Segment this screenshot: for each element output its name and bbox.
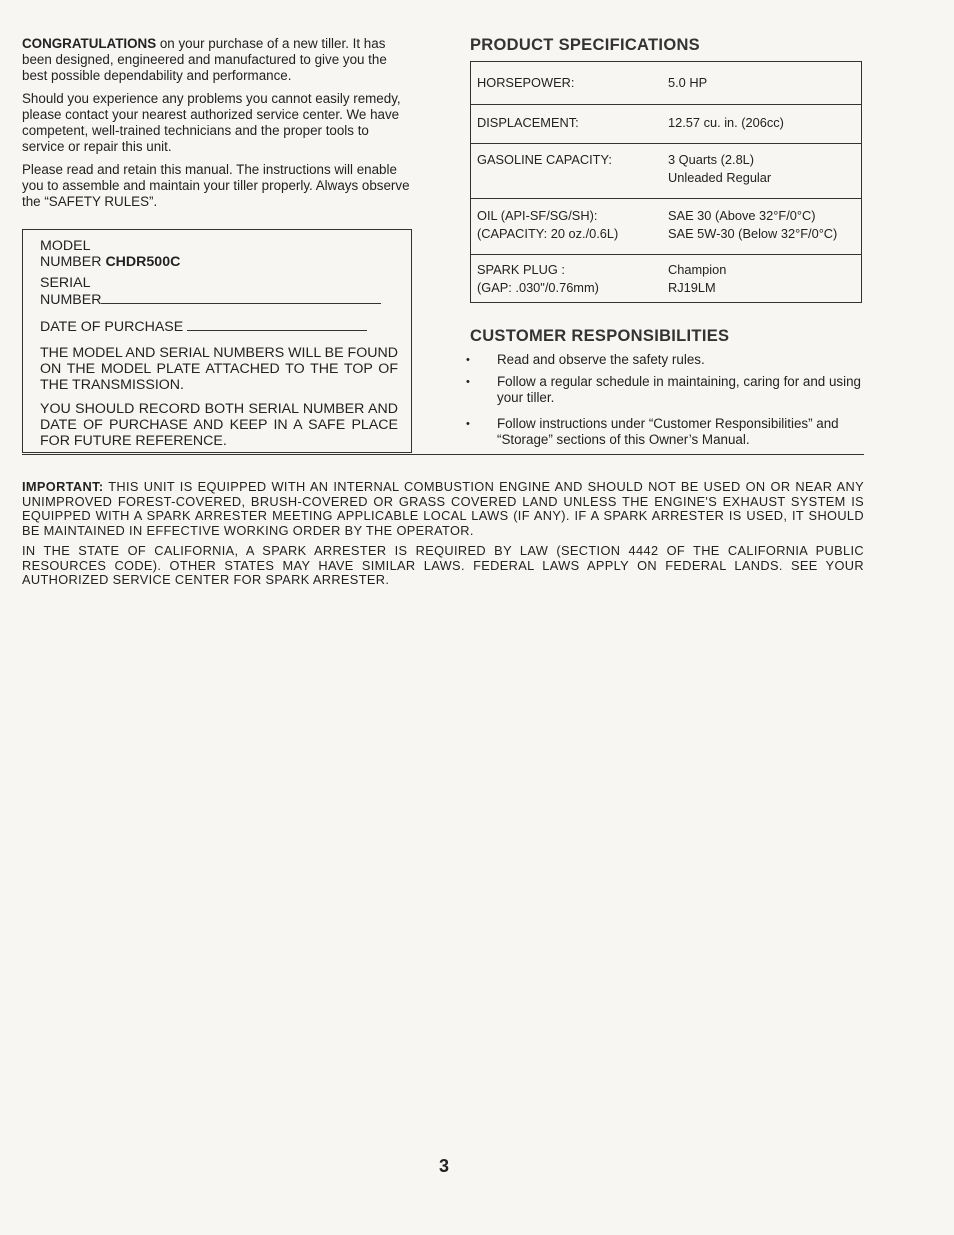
spec-row	[471, 255, 861, 302]
list-item-text: Follow a regular schedule in maintaining, caring for and using your tiller.	[497, 374, 861, 405]
serial-number-row	[40, 291, 398, 308]
bullet-icon: •	[466, 376, 470, 388]
intro-retain: Please read and retain this manual. The instructions will enable you to assemble and maintain your tiller properly. Always observe the “SAFETY RULES”.	[22, 162, 410, 209]
california-paragraph: IN THE STATE OF CALIFORNIA, A SPARK ARRESTER IS REQUIRED BY LAW (SECTION 4442 OF THE CALIFORNIA PUBLIC RESOURCES CODE). OTHER STATES MAY HAVE SIMILAR LAWS. FEDERAL LAWS APPLY ON FEDERAL LANDS. SEE YOUR AUTHORIZED SERVICE CENTER FOR SPARK ARRESTER.	[22, 543, 864, 587]
serial-number-blank[interactable]	[101, 291, 381, 304]
responsibilities-list	[466, 352, 866, 454]
date-label: DATE OF PURCHASE	[40, 319, 184, 335]
serial-number-label: NUMBER	[40, 292, 102, 308]
specs-table	[470, 61, 862, 303]
list-item-text: Follow instructions under “Customer Responsibilities” and “Storage” sections of this Owner’s Manual.	[497, 416, 839, 447]
spec-row	[471, 144, 861, 199]
spec-row	[471, 199, 861, 255]
intro-service: Should you experience any problems you cannot easily remedy, please contact your nearest authorized service center. We have competent, well-trained technicians and the proper tools to service or repair this unit.	[22, 91, 401, 154]
spec-label: SPARK PLUG :	[477, 262, 565, 277]
spec-value: 12.57 cu. in. (206cc)	[668, 115, 784, 130]
intro-text	[22, 36, 414, 217]
bullet-icon: •	[466, 418, 470, 430]
specs-heading: PRODUCT SPECIFICATIONS	[470, 36, 700, 54]
spec-label: GASOLINE CAPACITY:	[477, 152, 612, 167]
date-blank[interactable]	[187, 318, 367, 331]
list-item	[466, 352, 866, 368]
spec-label: OIL (API-SF/SG/SH):	[477, 208, 598, 223]
spec-label-secondary: (GAP: .030"/0.76mm)	[477, 280, 599, 295]
model-number-row	[40, 254, 398, 270]
spec-row	[471, 105, 861, 144]
model-note-record: YOU SHOULD RECORD BOTH SERIAL NUMBER AND DATE OF PURCHASE AND KEEP IN A SAFE PLACE FOR FUTURE REFERENCE.	[40, 401, 398, 449]
spec-label: HORSEPOWER:	[477, 75, 575, 90]
spec-value: Champion	[668, 262, 727, 277]
spec-value-secondary: RJ19LM	[668, 280, 716, 295]
spec-label-secondary: (CAPACITY: 20 oz./0.6L)	[477, 226, 619, 241]
important-lead: IMPORTANT:	[22, 479, 104, 494]
section-divider	[22, 454, 864, 455]
spec-label: DISPLACEMENT:	[477, 115, 579, 130]
list-item-text: Read and observe the safety rules.	[497, 352, 705, 367]
spec-row	[471, 62, 861, 105]
congrats-rest: on your purchase of a new tiller. It has been designed, engineered and manufactured to give you the best possible dependability and performance.	[22, 36, 387, 83]
model-note-location: THE MODEL AND SERIAL NUMBERS WILL BE FOUND ON THE MODEL PLATE ATTACHED TO THE TOP OF THE TRANSMISSION.	[40, 345, 398, 393]
spec-value: 3 Quarts (2.8L)	[668, 152, 755, 167]
page-number: 3	[438, 1156, 449, 1176]
spec-value: 5.0 HP	[668, 75, 708, 90]
spec-value-secondary: SAE 5W-30 (Below 32°F/0°C)	[668, 226, 838, 241]
important-notice	[22, 480, 864, 594]
important-text: THIS UNIT IS EQUIPPED WITH AN INTERNAL COMBUSTION ENGINE AND SHOULD NOT BE USED ON OR NEAR ANY UNIMPROVED FOREST-COVERED, BRUSH-COVERED OR GRASS COVERED LAND UNLESS THE ENGINE'S EXHAUST SYSTEM IS EQUIPPED WITH A SPARK ARRESTER MEETING APPLICABLE LOCAL LAWS (IF ANY). IF A SPARK ARRESTER IS USED, IT SHOULD BE MAINTAINED IN EFFECTIVE WORKING ORDER BY THE OPERATOR.	[22, 479, 864, 538]
important-paragraph	[22, 480, 864, 538]
intro-congrats	[22, 36, 414, 84]
serial-label: SERIAL	[40, 275, 91, 291]
model-number: CHDR500C	[105, 254, 181, 270]
number-label: NUMBER	[40, 254, 102, 270]
spec-value: SAE 30 (Above 32°F/0°C)	[668, 208, 816, 223]
bullet-icon: •	[466, 354, 470, 366]
list-item	[466, 374, 866, 406]
spec-value-secondary: Unleaded Regular	[668, 170, 772, 185]
model-number-box	[22, 229, 412, 453]
model-label: MODEL	[40, 238, 91, 254]
congrats-lead: CONGRATULATIONS	[22, 36, 157, 51]
responsibilities-heading: CUSTOMER RESPONSIBILITIES	[470, 327, 730, 345]
date-row	[40, 318, 398, 335]
list-item	[466, 416, 866, 448]
